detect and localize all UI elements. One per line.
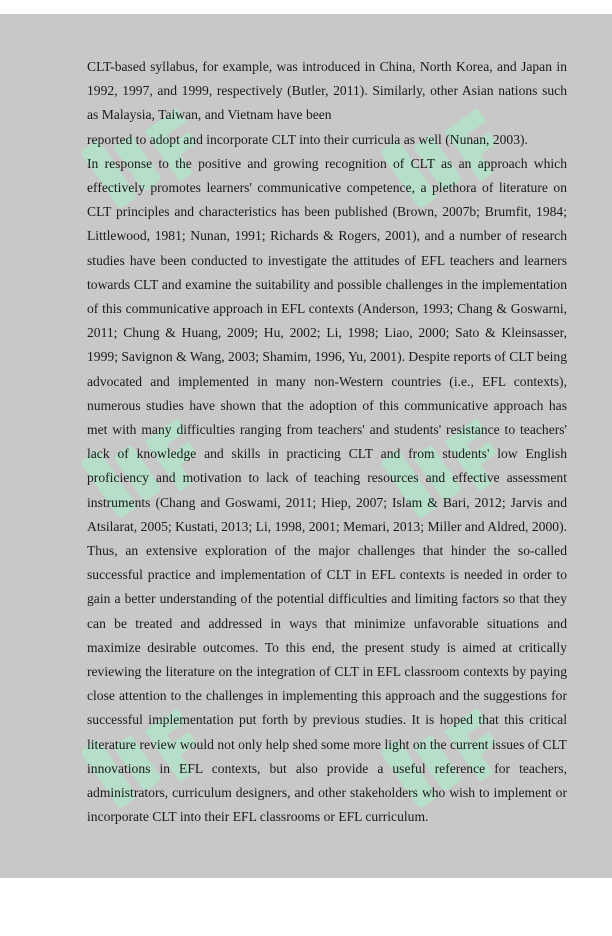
paragraph: reported to adopt and incorporate CLT into their curricula as well (Nunan, 2003). xyxy=(87,131,528,147)
body-text xyxy=(87,55,567,830)
paragraph: CLT-based syllabus, for example, was introduced in China, North Korea, and Japan in 1992, 1997, and 1999, respectively (Butler, 2011). Similarly, other Asian nations such as Malaysia, Taiwan, and Vietnam have been xyxy=(87,59,567,123)
document-page xyxy=(0,14,612,878)
paragraph: In response to the positive and growing recognition of CLT as an approach which effectively promotes learners' communicative competence, a plethora of literature on CLT principles and characteristics has been published (Brown, 2007b; Brumfit, 1984; Littlewood, 1981; Nunan, 1991; Richards & Rogers, 2001), and a number of research studies have been conducted to investigate the attitudes of EFL teachers and learners towards CLT and examine the suitability and possible challenges in the implementation of this communicative approach in EFL contexts (Anderson, 1993; Chang & Goswarni, 2011; Chung & Huang, 2009; Hu, 2002; Li, 1998; Liao, 2000; Sato & Kleinsasser, 1999; Savignon & Wang, 2003; Shamim, 1996, Yu, 2001). Despite reports of CLT being advocated and implemented in many non-Western countries (i.e., EFL contexts), numerous studies have shown that the adoption of this communicative approach has met with many difficulties ranging from teachers' and students' resistance to teachers' lack of knowledge and skills in practicing CLT and from students' low English proficiency and motivation to lack of teaching resources and effective assessment instruments (Chang and Goswami, 2011; Hiep, 2007; Islam & Bari, 2012; Jarvis and Atsilarat, 2005; Kustati, 2013; Li, 1998, 2001; Memari, 2013; Miller and Aldred, 2000). Thus, an extensive exploration of the major challenges that hinder the so-called successful practice and implementation of CLT in EFL contexts is needed in order to gain a better understanding of the potential difficulties and limiting factors so that they can be treated and addressed in ways that minimize unfavorable situations and maximize desirable outcomes. To this end, the present study is aimed at critically reviewing the literature on the integration of CLT in EFL classroom contexts by paying close attention to the challenges in implementing this approach and the suggestions for successful implementation put forth by previous studies. It is hoped that this critical literature review would not only help shed some more light on the current issues of CLT innovations in EFL contexts, but also provide a useful reference for teachers, administrators, curriculum designers, and other stakeholders who wish to implement or incorporate CLT into their EFL classrooms or EFL curriculum. xyxy=(87,155,567,825)
